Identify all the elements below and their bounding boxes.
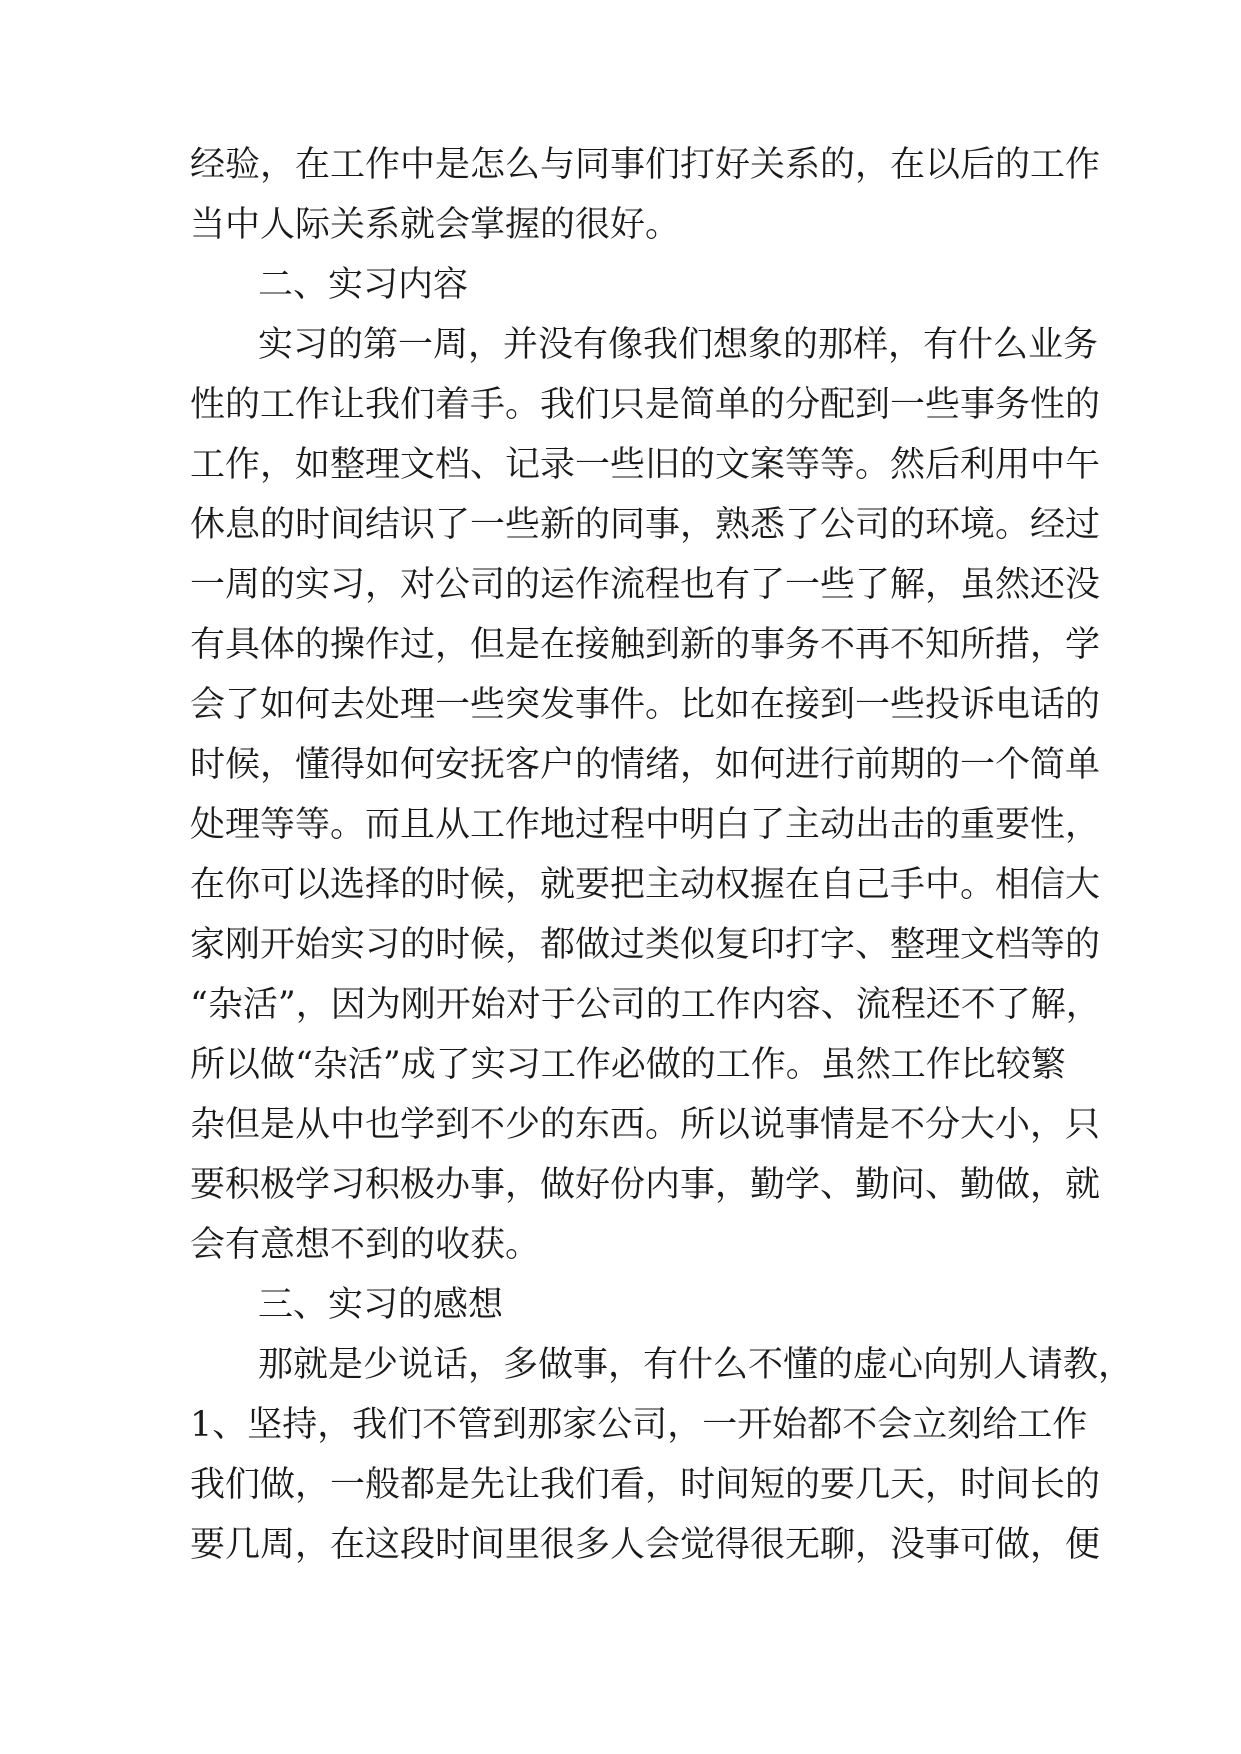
text-line: 要积极学习积极办事，做好份内事，勤学、勤问、勤做，就 bbox=[190, 1165, 1101, 1205]
text-line: 在你可以选择的时候，就要把主动权握在自己手中。相信大 bbox=[190, 865, 1101, 905]
text-line: 会有意想不到的收获。 bbox=[190, 1225, 541, 1265]
text-line: 休息的时间结识了一些新的同事，熟悉了公司的环境。经过 bbox=[190, 505, 1101, 545]
text-line: 经验，在工作中是怎么与同事们打好关系的，在以后的工作 bbox=[190, 145, 1101, 185]
paragraph-first-line: 那就是少说话，多做事，有什么不懂的虚心向别人请教， bbox=[258, 1345, 1134, 1385]
text-line: 工作，如整理文档、记录一些旧的文案等等。然后利用中午 bbox=[190, 445, 1101, 485]
text-line: 性的工作让我们着手。我们只是简单的分配到一些事务性的 bbox=[190, 385, 1101, 425]
text-line: 处理等等。而且从工作地过程中明白了主动出击的重要性， bbox=[190, 805, 1101, 845]
text-line: 一周的实习，对公司的运作流程也有了一些了解，虽然还没 bbox=[190, 565, 1101, 605]
text-line: 有具体的操作过，但是在接触到新的事务不再不知所措，学 bbox=[190, 625, 1101, 665]
section-heading: 三、实习的感想 bbox=[258, 1285, 504, 1325]
text-line: 会了如何去处理一些突发事件。比如在接到一些投诉电话的 bbox=[190, 685, 1101, 725]
text-line: 我们做，一般都是先让我们看，时间短的要几天，时间长的 bbox=[190, 1465, 1101, 1505]
paragraph-first-line: 实习的第一周，并没有像我们想象的那样，有什么业务 bbox=[258, 325, 1099, 365]
text-line: 1、坚持，我们不管到那家公司，一开始都不会立刻给工作 bbox=[190, 1405, 1088, 1445]
text-line: “杂活”，因为刚开始对于公司的工作内容、流程还不了解， bbox=[190, 985, 1101, 1025]
text-line: 杂但是从中也学到不少的东西。所以说事情是不分大小，只 bbox=[190, 1105, 1101, 1145]
section-heading: 二、实习内容 bbox=[258, 265, 469, 305]
text-line: 要几周，在这段时间里很多人会觉得很无聊，没事可做，便 bbox=[190, 1525, 1101, 1565]
text-line: 家刚开始实习的时候，都做过类似复印打字、整理文档等的 bbox=[190, 925, 1101, 965]
text-line: 所以做“杂活”成了实习工作必做的工作。虽然工作比较繁 bbox=[190, 1045, 1066, 1085]
text-line: 当中人际关系就会掌握的很好。 bbox=[190, 205, 681, 245]
text-line: 时候，懂得如何安抚客户的情绪，如何进行前期的一个简单 bbox=[190, 745, 1101, 785]
